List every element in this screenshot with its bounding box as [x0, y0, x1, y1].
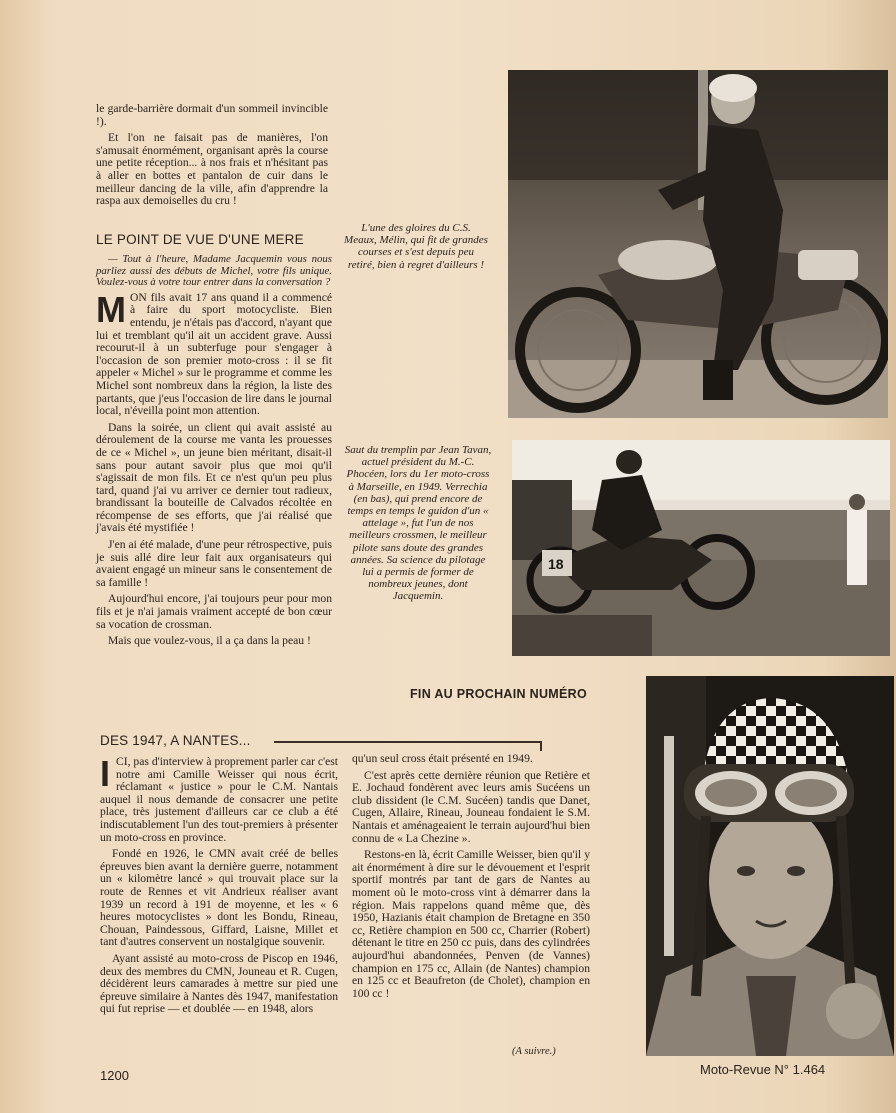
photo-middle-right: [512, 440, 890, 656]
nantes-article-col-a: [100, 753, 338, 1020]
paragraph: Dans la soirée, un client qui avait assisté au déroulement de la course me vanta les prouesses de ce « Michel », un jeune bien méritant, disait-il sans pour autant savoir plus que moi qu'il s'agissait de mon fils. Et ce n'est qu'un peu plus tard, quand j'ai vu arriver ce dernier tout radieux, brandissant la bouteille de Calvados récoltée en récompense de ses efforts, que j'ai réalisé que j'avais été mystifiée !: [96, 420, 332, 535]
caption-middle: Saut du tremplin par Jean Tavan, actuel président du M.-C. Phocéen, lors du 1er moto-cross à Marseille, en 1949. Verrechia (en bas), qui prend encore de temps en temps le guidon d'un « attelage », fut l'un de nos meilleurs crossmen, le meilleur pilote sans doute des grandes années. Sa science du pilotage lui a permis de former de nombreux jeunes, dont Jacquemin.: [344, 444, 492, 603]
helmet-rider-portrait: [646, 676, 894, 1056]
paragraph: Ayant assisté au moto-cross de Piscop en 1946, deux des membres du CMN, Jouneau et R. Cugen, décidèrent leurs camarades à mettre sur pied une épreuve similaire à Nantes dès 1947, manifestation qui fut reprise — et doublée — en 1948, alors: [100, 951, 338, 1016]
paragraph: Aujourd'hui encore, j'ai toujours peur pour mon fils et je n'ai jamais vraiment accepté de bon cœur sa vocation de crossman.: [96, 592, 332, 631]
paragraph: Restons-en là, écrit Camille Weisser, bien qu'il y ait énormément à dire sur le dévouement et l'esprit sportif montrés par tant de gars de Nantes au moment où le moto-cross vint à démarrer dans la région. Mais rappelons quand même que, dès 1950, Hazianis était champion de Bretagne en 350 cc, Retière champion en 500 cc, Charrier (Robert) détenant le titre en 250 cc puis, dans des cylindrées aujourd'hui abandonnées, Penven (de Vannes) champion en 175 cc, Allain (de Nantes) champion en 125 cc et Beaufreton (de Cholet), champion en 100 cc !: [352, 848, 590, 1000]
paragraph: Mais que voulez-vous, il a ça dans la peau !: [108, 634, 311, 648]
heading-rule: [274, 741, 541, 743]
section-heading-nantes: DES 1947, A NANTES...: [100, 733, 251, 748]
fin-au-prochain-numero: FIN AU PROCHAIN NUMÉRO: [410, 687, 587, 701]
magazine-issue: Moto-Revue N° 1.464: [700, 1062, 826, 1077]
paragraph: C'est après cette dernière réunion que Retière et E. Jochaud fondèrent avec leurs amis Sucéens un club dissident (le C.M. Sucéen) tandis que Danet, Cugen, Allaire, Rineau, Jouneau fondaient le S.M. Nantais et aménageaient le terrain aujourd'hui bien connu de « La Chezine ».: [352, 768, 590, 845]
continued-text: [96, 103, 328, 212]
drop-cap: I: [100, 753, 111, 794]
photo-bottom-right: [646, 676, 894, 1056]
paragraph: Fondé en 1926, le CMN avait créé de belles épreuves bien avant la dernière guerre, notamment un « kilomètre lancé » qui trouvait place sur la route de Rennes et vit Andrieux réaliser avant 1939 un record à 191 de moyenne, et les « 6 heures motocyclistes » dont les Bondu, Rineau, Chouan, Paindessous, Giffard, Laisne, Millet et tant d'autres conservent un nostalgique souvenir.: [100, 847, 338, 949]
page-number: 1200: [100, 1068, 129, 1083]
section-heading-mother: LE POINT DE VUE D'UNE MERE: [96, 232, 304, 247]
heading-rule-tick: [540, 741, 542, 751]
mother-article: [96, 254, 332, 652]
paragraph: J'en ai été malade, d'une peur rétrospective, puis je suis allé dire leur fait aux organisateurs qui avaient engagé un mineur sans le consentement de sa famille !: [96, 538, 332, 589]
paragraph: qu'un seul cross était présenté en 1949.: [352, 752, 533, 765]
photo-top-right: [508, 70, 888, 418]
interview-intro: — Tout à l'heure, Madame Jacquemin vous nous parliez aussi des débuts de Michel, votre fils unique. Voulez-vous à votre tour entrer dans la conversation ?: [96, 253, 332, 289]
a-suivre: (A suivre.): [512, 1046, 556, 1057]
jump-photo: [512, 440, 890, 656]
caption-top: L'une des gloires du C.S. Meaux, Mélin, qui fit de grandes courses et s'est depuis peu retiré, bien à regret d'ailleurs !: [344, 222, 488, 271]
svg-text:18: 18: [548, 556, 564, 572]
paragraph-dropcap: ICI, pas d'interview à proprement parler car c'est notre ami Camille Weisser qui nous écrit, réclamant « justice » pour le C.M. Nantais auquel il nous demande de consacrer une petite place, très justement d'ailleurs car ce club a été indiscutablement l'un des tout-premiers à présenter un moto-cross en province.: [100, 753, 338, 844]
paragraph-dropcap: MON fils avait 17 ans quand il a commencé à faire du sport motocycliste. Bien entendu, je n'étais pas d'accord, n'ayant que lui et tremblant qu'il ait un accident grave. Aussi recourut-il à un subterfuge pour s'engager à l'occasion de son premier moto-cross : il se fit appeler « Michel » sur le programme et comme les Michel sont nombreux dans la région, la liste des partants, que j'eus l'occasion de lire dans le journal local, n'éveilla point mon attention.: [96, 288, 332, 418]
rider-motorcycle-photo: [508, 70, 888, 418]
drop-cap: M: [96, 288, 126, 330]
paragraph: le garde-barrière dormait d'un sommeil invincible !).: [96, 102, 328, 128]
paragraph: Et l'on ne faisait pas de manières, l'on s'amusait énormément, organisant après la course une petite réception... à nos frais et n'hésitant pas à aller en bottes et pantalon de cuir dans le meilleur dancing de la ville, afin d'apprendre la raspa aux demoiselles du cru !: [96, 131, 328, 208]
nantes-article-col-b: [352, 753, 590, 1004]
